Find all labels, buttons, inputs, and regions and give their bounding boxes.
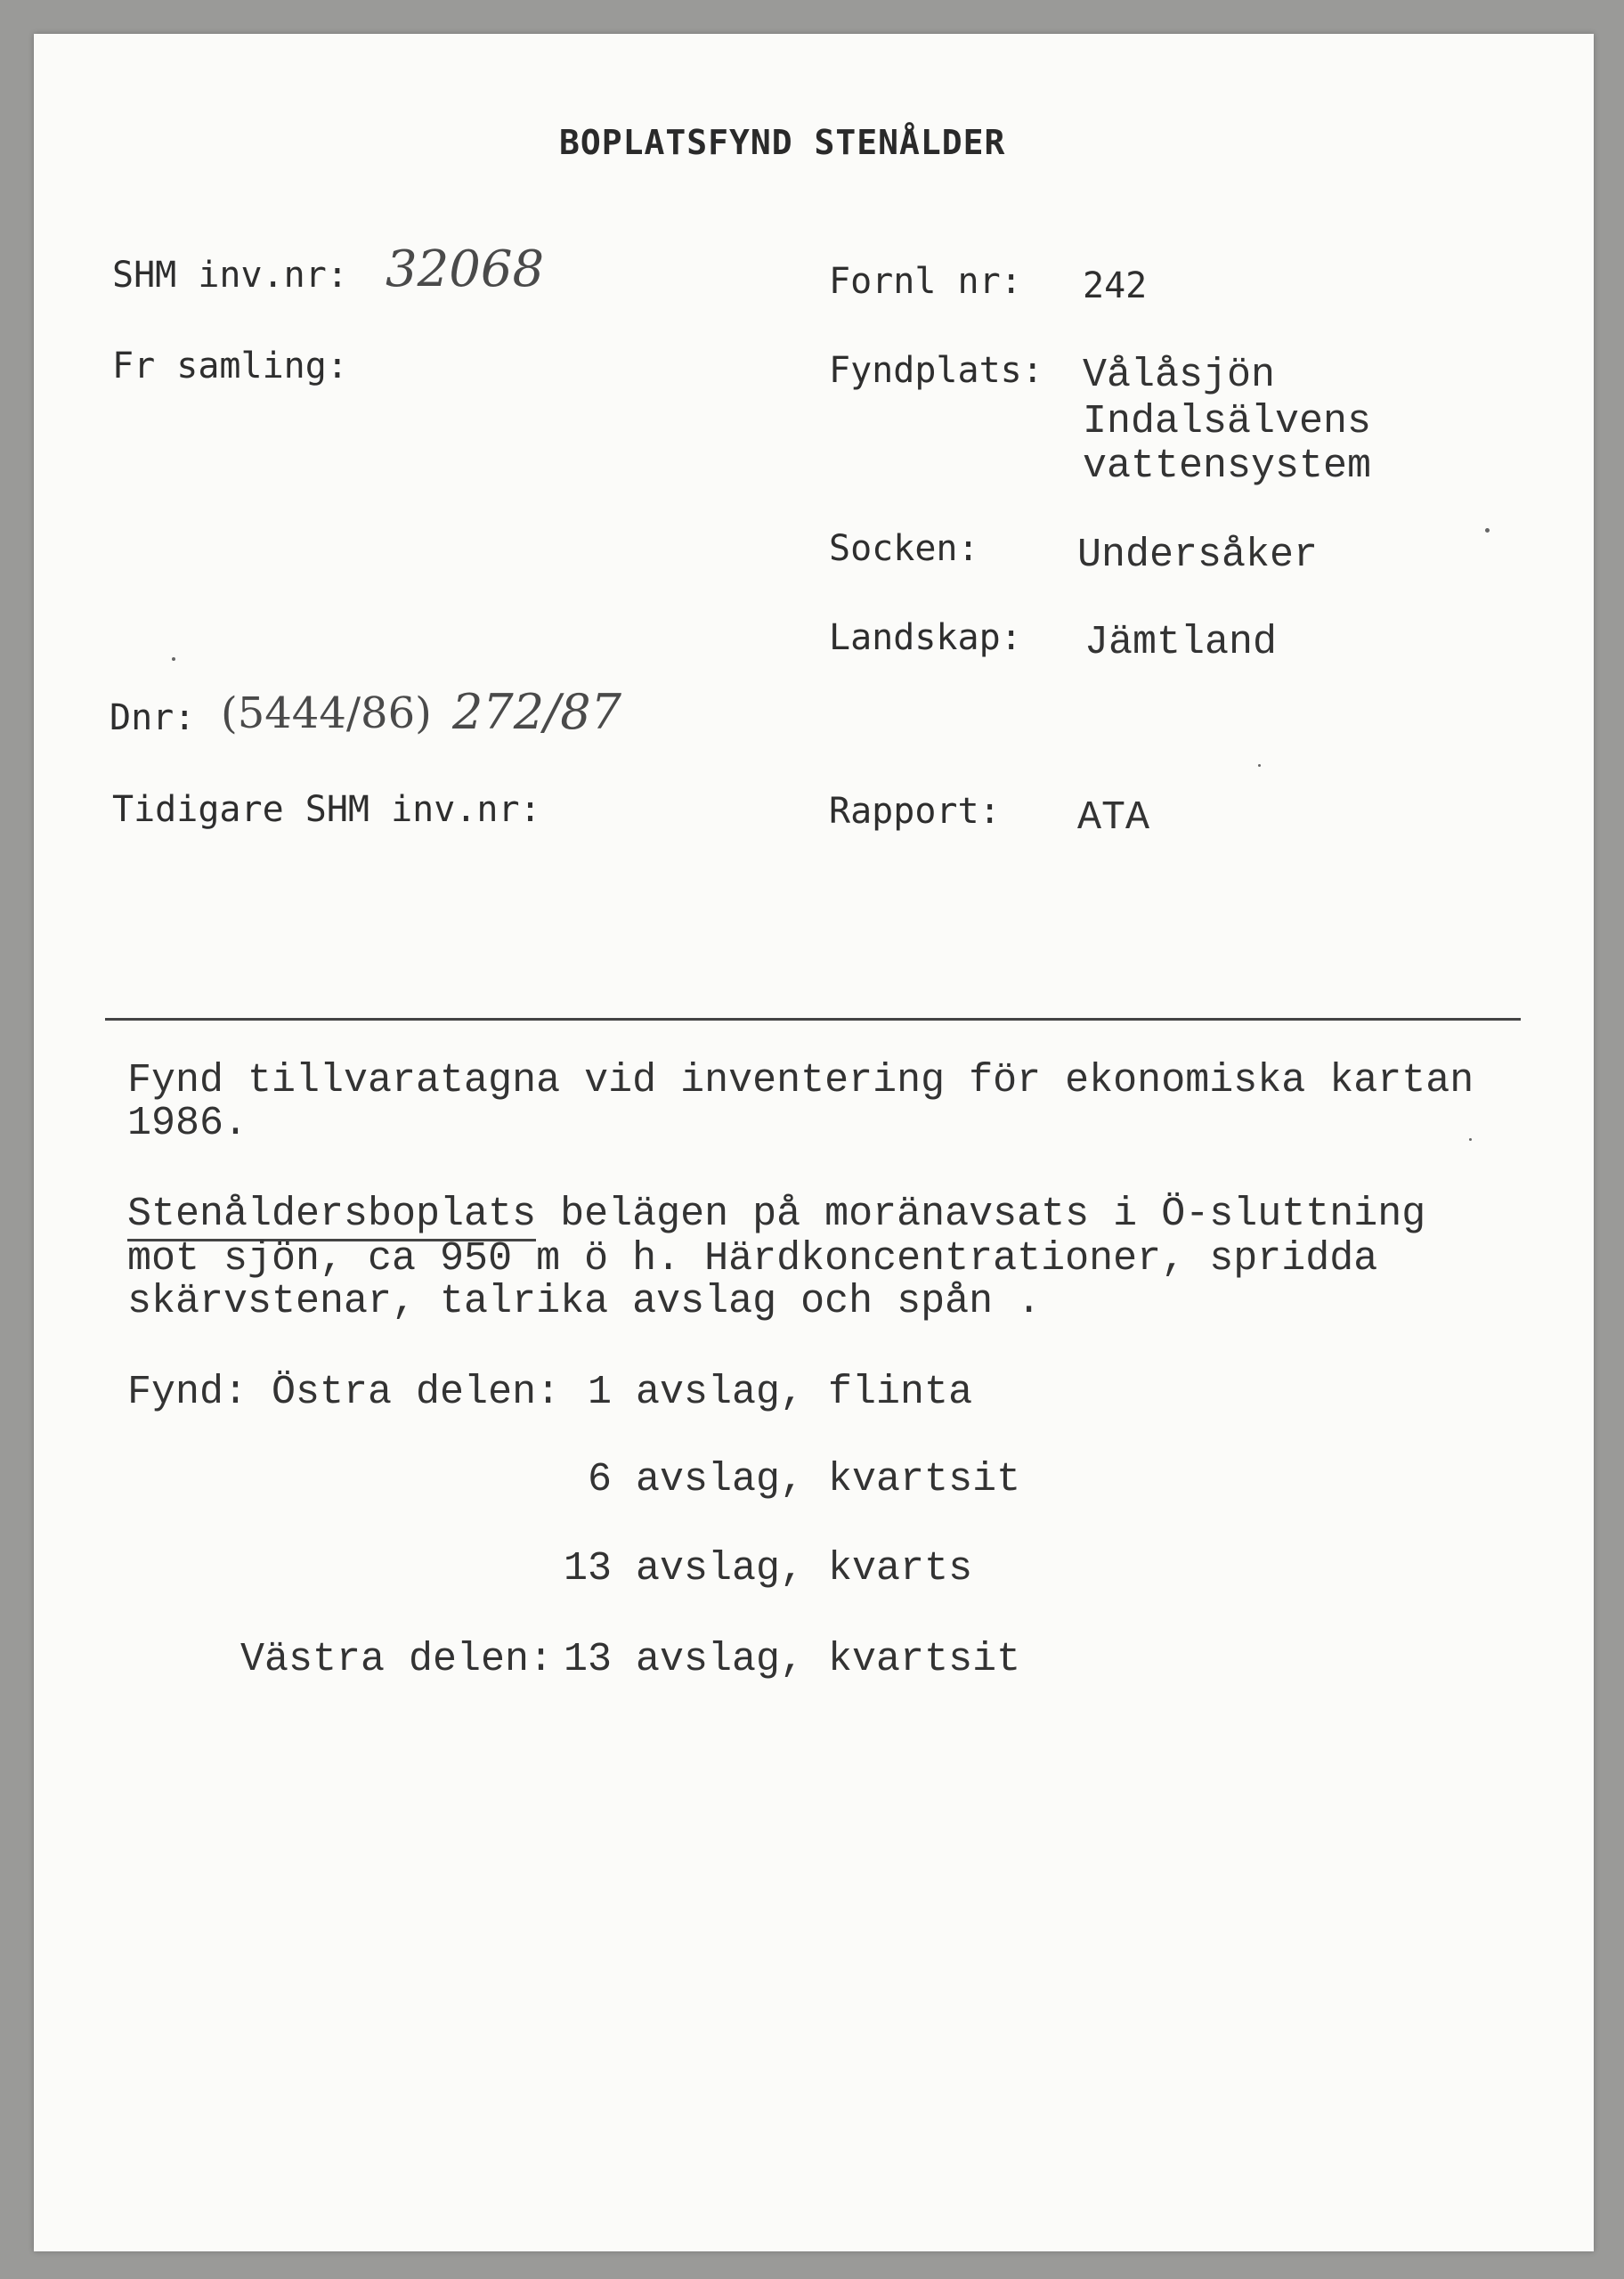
- para2-line-1-rest: belägen på moränavsats i Ö-sluttning: [536, 1192, 1426, 1237]
- socken-label: Socken:: [829, 528, 979, 569]
- para2-line-1: [127, 1192, 1425, 1237]
- document-card: [34, 34, 1594, 2251]
- document-title: BOPLATSFYND STENÅLDER: [559, 123, 1006, 162]
- vastra-find-item: 13 avslag, kvartsit: [564, 1637, 1021, 1682]
- para2-line-3: skärvstenar, talrika avslag och spån .: [127, 1279, 1042, 1324]
- paper-speck: [1258, 764, 1261, 767]
- fr-samling-label: Fr samling:: [112, 346, 348, 387]
- paper-speck: [172, 657, 175, 661]
- shm-inv-label: SHM inv.nr:: [112, 255, 348, 296]
- fyndplats-line-1: Vålåsjön: [1083, 353, 1276, 398]
- para2-line-2: mot sjön, ca 950 m ö h. Härdkoncentrationer, spridda: [127, 1236, 1378, 1282]
- find-item-2: 6 avslag, kvartsit: [588, 1457, 1021, 1502]
- dnr-label: Dnr:: [110, 697, 196, 738]
- dnr-value-handwritten: 272/87: [452, 684, 621, 740]
- paper-speck: [1469, 1138, 1472, 1141]
- fornl-value: 242: [1083, 265, 1148, 306]
- vastra-label: Västra delen:: [240, 1637, 554, 1682]
- fornl-label: Fornl nr:: [829, 261, 1022, 302]
- finds-label: Fynd: Östra delen:: [127, 1370, 561, 1415]
- socken-value: Undersåker: [1077, 533, 1319, 578]
- landskap-value: Jämtland: [1084, 620, 1278, 665]
- underlined-term: Stenåldersboplats: [127, 1192, 536, 1241]
- paper-speck: [1485, 528, 1490, 533]
- fyndplats-label: Fyndplats:: [829, 350, 1043, 391]
- rapport-label: Rapport:: [829, 791, 1001, 832]
- find-item-1: 1 avslag, flinta: [588, 1370, 973, 1415]
- horizontal-divider: [105, 1018, 1521, 1021]
- find-item-3: 13 avslag, kvarts: [564, 1546, 973, 1591]
- rapport-value: ATA: [1077, 795, 1150, 841]
- tidigare-shm-label: Tidigare SHM inv.nr:: [112, 789, 541, 830]
- para1-line-2: 1986.: [127, 1101, 248, 1146]
- landskap-label: Landskap:: [829, 617, 1022, 658]
- dnr-value-typed: (5444/86): [221, 688, 432, 738]
- shm-inv-value: 32068: [386, 240, 545, 298]
- fyndplats-line-3: vattensystem: [1083, 444, 1372, 489]
- fyndplats-line-2: Indalsälvens: [1083, 399, 1372, 444]
- para1-line-1: Fynd tillvaratagna vid inventering för ekonomiska kartan: [127, 1058, 1474, 1103]
